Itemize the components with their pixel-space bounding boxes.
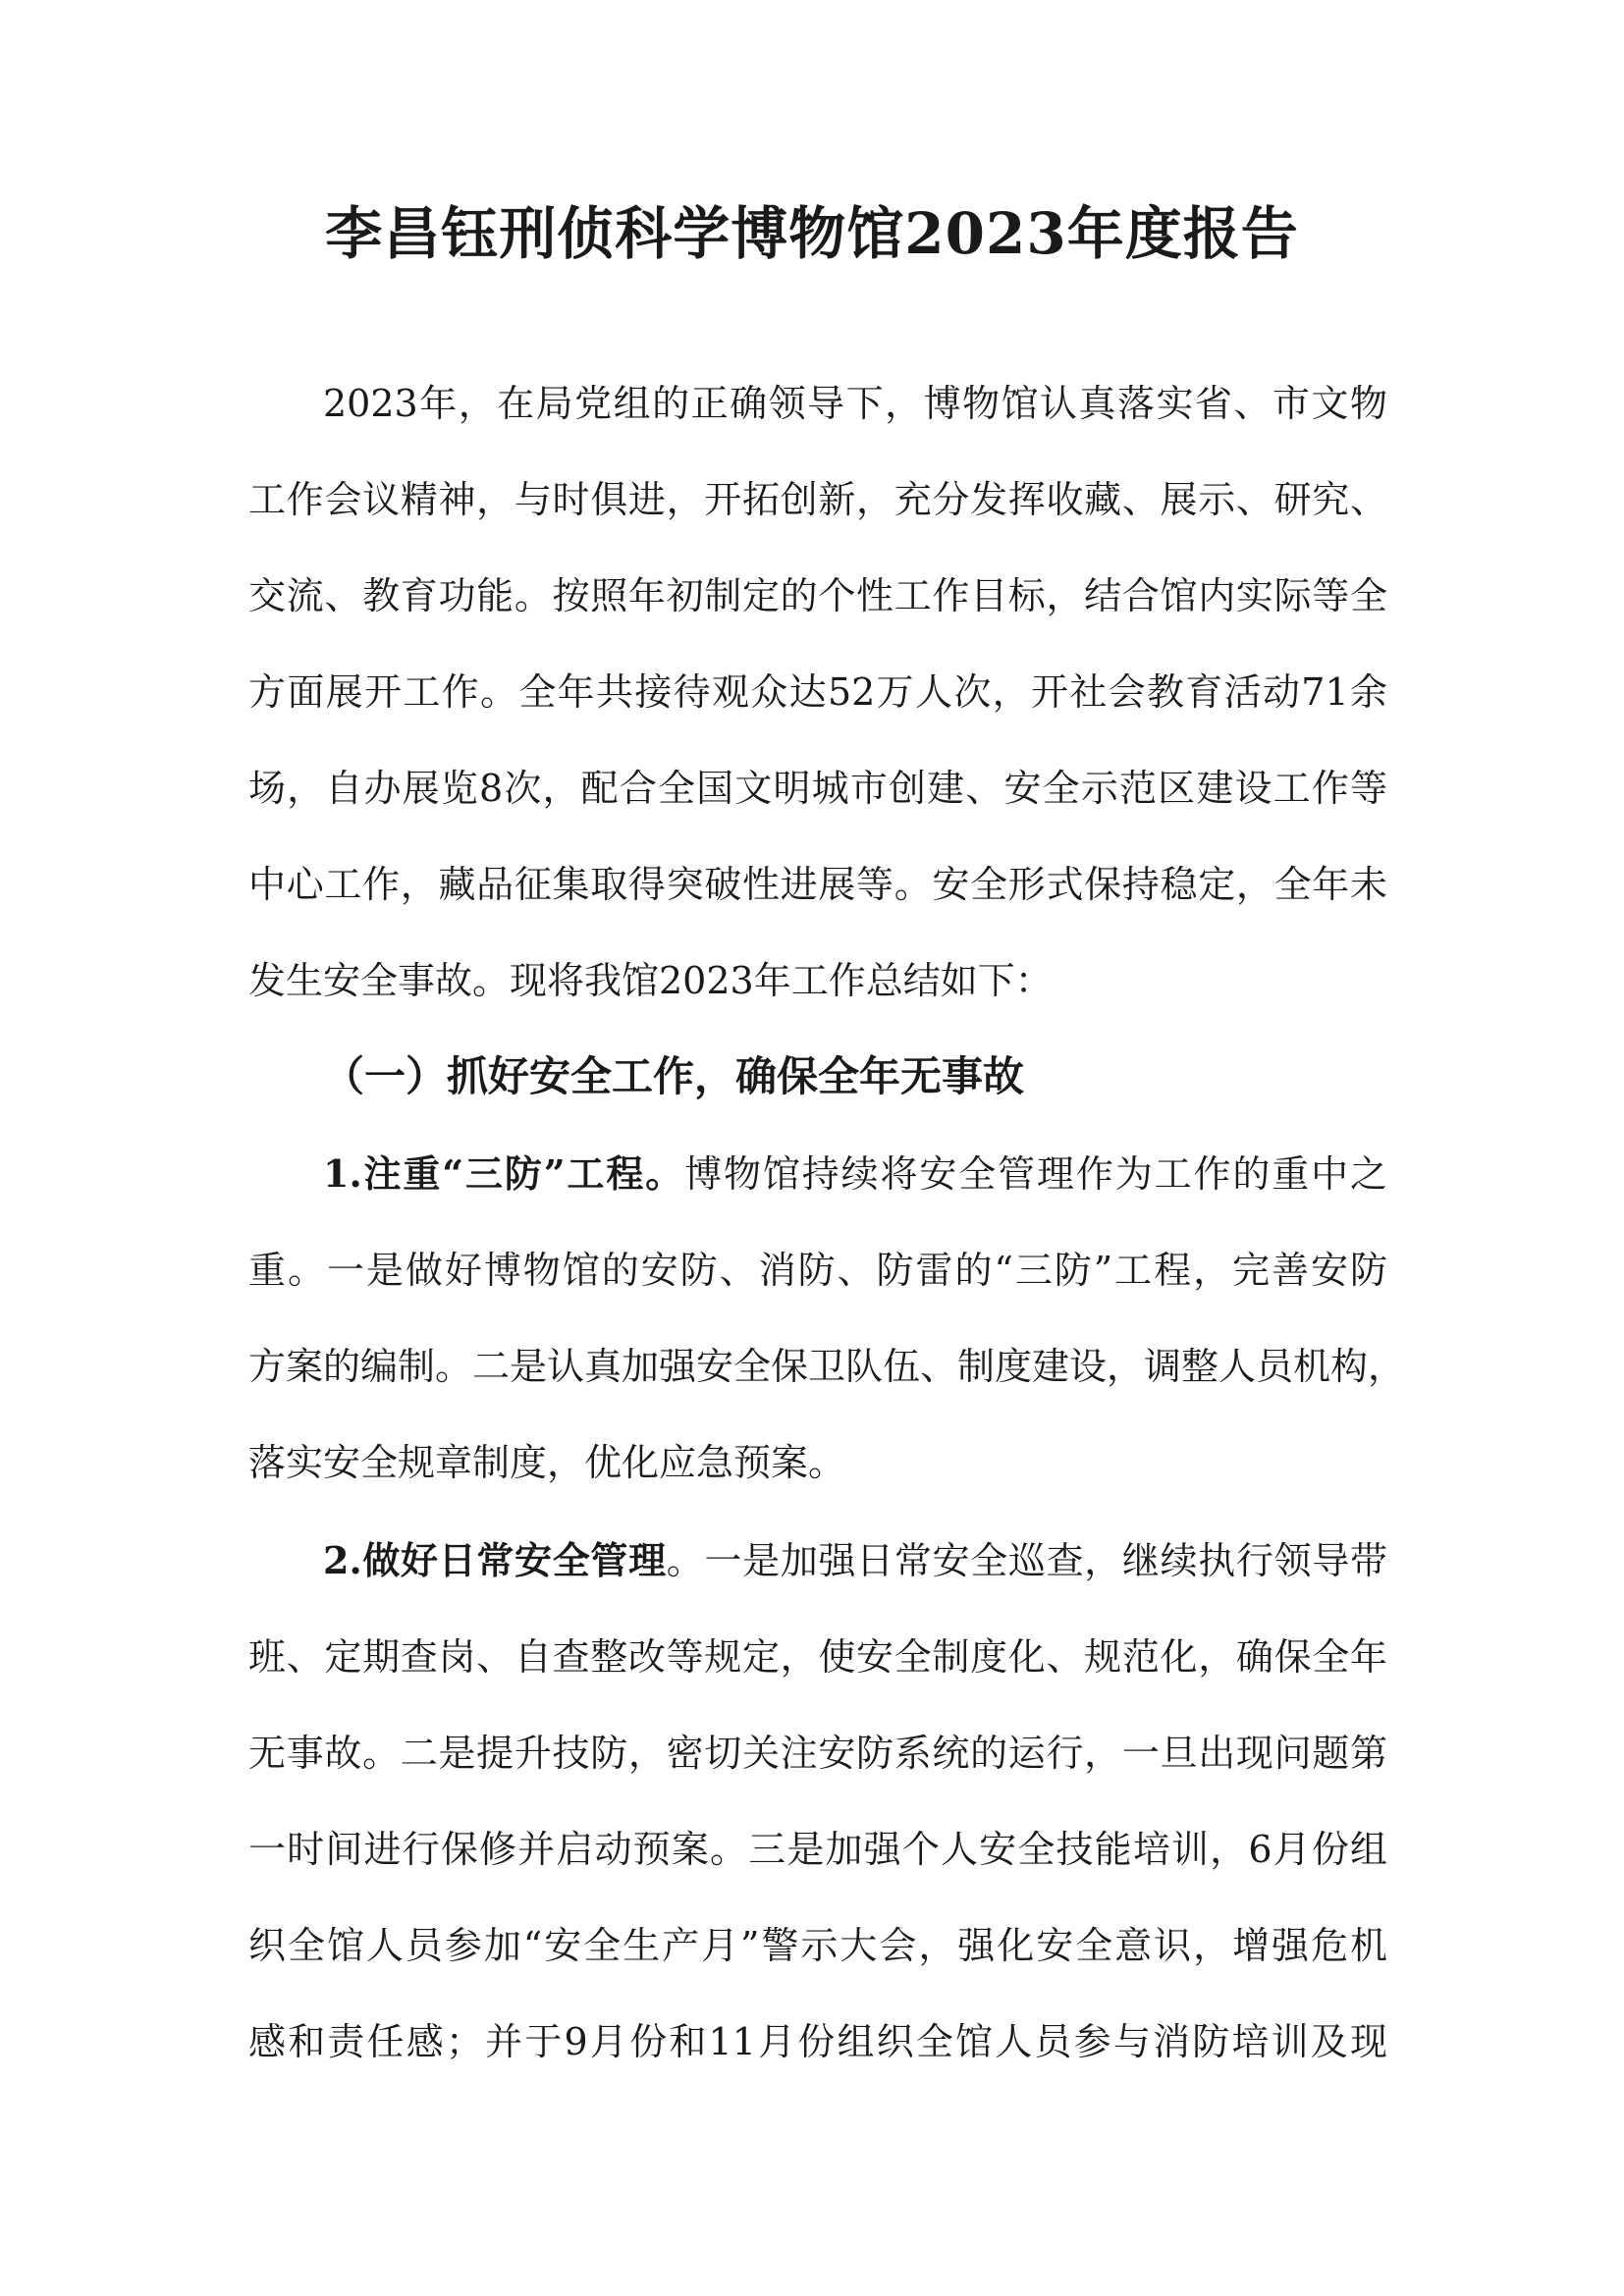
- section-heading: （一）抓好安全工作，确保全年无事故: [323, 1052, 1025, 1100]
- item2-line: 织全馆人员参加“安全生产月”警示大会，强化安全意识，增强危机: [248, 1924, 1387, 1967]
- item1-line: 方案的编制。二是认真加强安全保卫队伍、制度建设，调整人员机构，: [248, 1345, 1406, 1388]
- item2-line: 无事故。二是提升技防，密切关注安防系统的运行，一旦出现问题第: [248, 1732, 1387, 1775]
- intro-line: 中心工作，藏品征集取得突破性进展等。安全形式保持稳定，全年未: [248, 863, 1387, 906]
- item2-line: 班、定期查岗、自查整改等规定，使安全制度化、规范化，确保全年: [248, 1635, 1387, 1679]
- item1-line: 落实安全规章制度，优化应急预案。: [248, 1441, 846, 1484]
- item2-first-rest: 。一是加强日常安全巡查，继续执行领导带: [666, 1539, 1387, 1582]
- intro-line: 场，自办展览8次，配合全国文明城市创建、安全示范区建设工作等: [248, 767, 1387, 810]
- intro-line: 2023年，在局党组的正确领导下，博物馆认真落实省、市文物: [323, 382, 1387, 425]
- item2-first-line: [323, 1514, 1387, 1608]
- item1-lead: 1.注重“三防”工程。: [323, 1151, 685, 1196]
- item1-first-rest: 博物馆持续将安全管理作为工作的重中之: [684, 1152, 1387, 1196]
- item2-lead: 2.做好日常安全管理: [323, 1538, 667, 1582]
- intro-line: 交流、教育功能。按照年初制定的个性工作目标，结合馆内实际等全: [248, 574, 1387, 617]
- intro-line: 发生安全事故。现将我馆2023年工作总结如下：: [248, 959, 1053, 1002]
- item2-line: 一时间进行保修并启动预案。三是加强个人安全技能培训，6月份组: [248, 1828, 1387, 1871]
- item2-line: 感和责任感；并于9月份和11月份组织全馆人员参与消防培训及现: [248, 2020, 1387, 2063]
- item1-line: 重。一是做好博物馆的安防、消防、防雷的“三防”工程，完善安防: [248, 1249, 1387, 1292]
- intro-line: 方面展开工作。全年共接待观众达52万人次，开社会教育活动71余: [248, 670, 1387, 714]
- document-title: 李昌钰刑侦科学博物馆2023年度报告: [325, 200, 1299, 267]
- item1-first-line: [323, 1127, 1387, 1221]
- intro-line: 工作会议精神，与时俱进，开拓创新，充分发挥收藏、展示、研究、: [248, 478, 1387, 521]
